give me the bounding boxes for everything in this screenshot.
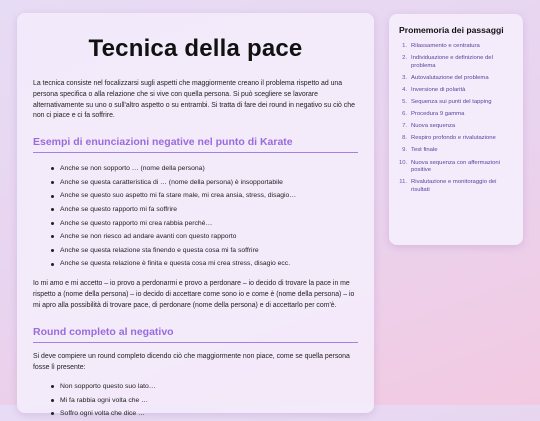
step-item: 1. Rilassamento e centratura	[402, 43, 480, 49]
list-item: Anche se questo suo aspetto mi fa stare male, mi crea ansia, stress, disagio…	[60, 189, 358, 203]
list-item: Anche se questa relazione è finita e questa cosa mi crea stress, disagio ecc.	[60, 257, 358, 271]
list-item: Anche se non riesco ad andare avanti con questo rapporto	[60, 230, 358, 244]
list-item: Anche se questa relazione sta finendo e questa cosa mi fa soffrire	[60, 244, 358, 258]
steps-reminder-card	[389, 14, 523, 245]
round-intro-paragraph: Si deve compiere un round completo dicendo ciò che maggiormente non piace, come se quella persona fosse lì presente:	[33, 353, 350, 372]
list-item: Anche se non sopporto … (nome della persona)	[60, 162, 358, 176]
list-item: Soffro ogni volta che dice …	[60, 407, 358, 421]
affirmation-paragraph: Io mi amo e mi accetto – io provo a perdonarmi e provo a perdonare – io decido di trovare la pace in me rispetto a (nome della persona) – io decido di accettare come sono io e come è (nome della persona) – io mi apro alla possibilità di trovare pace, di perdonare (nome della persona) e di accettarlo per com'è.	[33, 279, 355, 309]
step-item: 4. Inversione di polarità	[402, 86, 466, 93]
intro-paragraph: La tecnica consiste nel focalizzarsi sugli aspetti che maggiormente creano il problema rispetto ad una persona specifica o alla relazione che si vive con quella persona. Si può scegliere se lavorare alternativamente su uno o sull'altro aspetto o su entrambi. Si tratta di fare dei round in negativo su ciò che non ci piace e ci fa soffrire.	[33, 80, 355, 120]
list-item: Anche se questo rapporto mi crea rabbia perché…	[60, 217, 358, 231]
list-item: Anche se questa caratteristica di … (nome della persona) è insopportabile	[60, 176, 358, 190]
step-item: 3. Autovalutazione del problema	[402, 74, 489, 81]
step-item: 5. Sequenza sui punti del tapping	[402, 99, 492, 106]
step-item: 9. Test finale	[402, 147, 438, 154]
step-item: 8. Respiro profondo e rivalutazione	[402, 135, 496, 142]
list-item: Anche se questo rapporto mi fa soffrire	[60, 203, 358, 217]
page-title: Tecnica della pace	[88, 35, 303, 62]
round-statements-list	[60, 380, 358, 421]
sidebar-title: Promemoria dei passaggi	[399, 25, 504, 35]
step-item: 6. Procedura 9 gamma	[402, 111, 465, 118]
round-section-heading: Round completo al negativo	[33, 326, 358, 343]
step-item: 2. Individuazione e definizione del problema	[402, 55, 493, 69]
list-item: Mi fa rabbia ogni volta che …	[60, 394, 358, 408]
list-item: Non sopporto questo suo lato…	[60, 380, 358, 394]
karate-section-heading: Esempi di enunciazioni negative nel punto di Karate	[33, 136, 358, 153]
step-item: 7. Nuova sequenza	[402, 123, 456, 130]
main-content-card	[17, 13, 374, 418]
karate-statements-list	[60, 162, 358, 271]
step-item: 11. Rivalutazione e monitoraggio dei risultati	[399, 179, 497, 194]
step-item: 10. Nuova sequenza con affermazioni positive	[399, 159, 500, 174]
steps-list	[399, 43, 513, 195]
